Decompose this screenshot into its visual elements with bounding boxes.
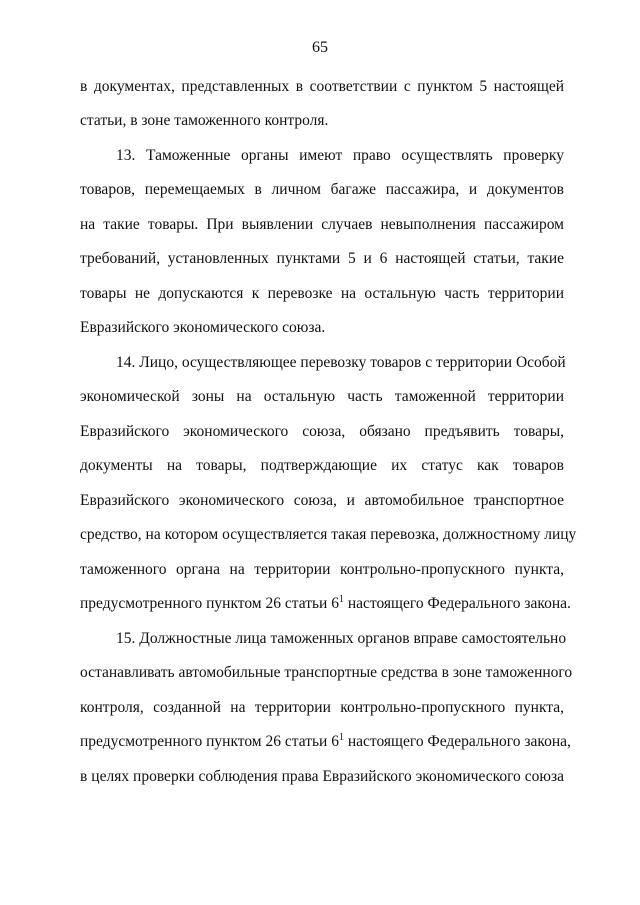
text-line: в документах, представленных в соответствии с пунктом 5 настоящей [80,78,564,95]
text-line: Евразийского экономического союза, обязано предъявить товары, [80,423,564,440]
text-line: статьи, в зоне таможенного контроля. [80,112,329,129]
reference-text: предусмотренного пунктом 26 статьи 6 [80,733,339,750]
text-line: на такие товары. При выявлении случаев невыполнения пассажиром [80,216,564,233]
reference-text-end: настоящего Федерального закона. [343,595,571,612]
text-line: требований, установленных пунктами 5 и 6 настоящей статьи, такие [80,250,564,267]
superscript: 1 [338,594,344,605]
text-line: останавливать автомобильные транспортные средства в зоне таможенного [80,664,573,681]
text-line: товары не допускаются к перевозке на остальную часть территории [80,285,564,302]
superscript: 1 [338,732,344,743]
text-line: в целях проверки соблюдения права Евразийского экономического союза [80,768,564,785]
text-line: экономической зоны на остальную часть таможенной территории [80,388,564,405]
text-line: документы на товары, подтверждающие их статус как товаров [80,457,564,474]
text-line: средство, на котором осуществляется такая перевозка, должностному лицу [80,526,577,543]
paragraph-14-start: 14. Лицо, осуществляющее перевозку товаров с территории Особой [116,354,566,371]
text-line: контроля, созданной на территории контрольно-пропускного пункта, [80,699,564,716]
reference-text: предусмотренного пунктом 26 статьи 6 [80,595,339,612]
page-number: 65 [312,39,328,56]
text-line: товаров, перемещаемых в личном багаже пассажира, и документов [80,181,564,198]
text-line-reference [80,593,571,615]
reference-text-end: настоящего Федерального закона, [343,733,571,750]
text-line: Евразийского экономического союза, и автомобильное транспортное [80,492,564,509]
text-line: Евразийского экономического союза. [80,319,326,336]
paragraph-13-start: 13. Таможенные органы имеют право осуществлять проверку [116,147,564,164]
paragraph-15-start: 15. Должностные лица таможенных органов вправе самостоятельно [116,630,567,647]
text-line-reference [80,731,571,753]
text-line: таможенного органа на территории контрольно-пропускного пункта, [80,561,564,578]
